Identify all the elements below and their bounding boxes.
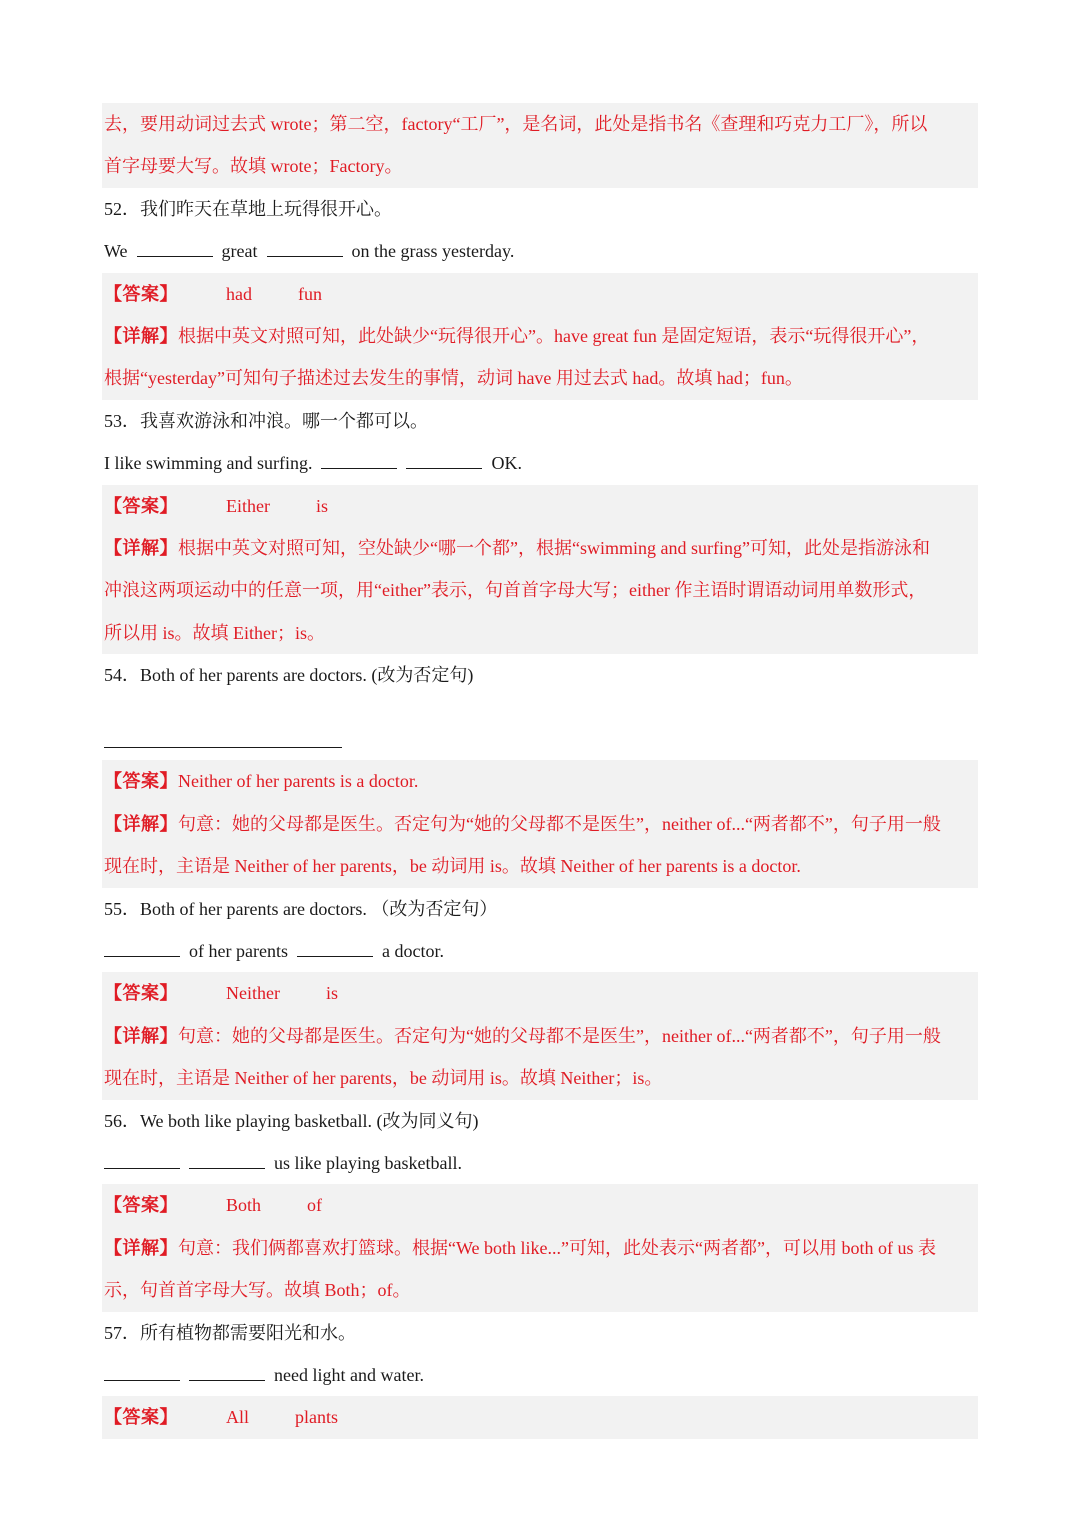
question-54-prompt: 54．Both of her parents are doctors. (改为否定句) <box>104 665 474 686</box>
q54-answer-text: Neither of her parents is a doctor. <box>178 771 419 792</box>
answer-tag: 【答案】 <box>104 1195 178 1216</box>
q53-blank-2 <box>406 454 482 469</box>
q53-blank-1 <box>321 454 397 469</box>
question-56-answer <box>102 1184 978 1226</box>
q52-text-2: great <box>221 241 258 262</box>
question-56-detail-1 <box>102 1227 978 1269</box>
answer-tag: 【答案】 <box>104 983 178 1004</box>
q52-detail-text-1: 根据中英文对照可知，此处缺少“玩得很开心”。have great fun 是固定短语，表示“玩得很开心”， <box>178 325 930 346</box>
worksheet-page <box>102 103 978 1439</box>
answer-tag: 【答案】 <box>104 1407 178 1428</box>
question-52-detail-1 <box>102 315 978 357</box>
question-54-detail-2: 现在时，主语是 Neither of her parents，be 动词用 is。故填 Neither of her parents is a doctor. <box>102 845 978 887</box>
question-54-answer-line <box>102 696 978 760</box>
detail-tag: 【详解】 <box>104 537 178 558</box>
question-53-answer <box>102 485 978 527</box>
q52-text-1: We <box>104 241 128 262</box>
question-52-prompt: 52．我们昨天在草地上玩得很开心。 <box>104 198 392 219</box>
q56-answer-2: of <box>307 1195 323 1216</box>
question-57-answer <box>102 1396 978 1438</box>
question-52-sentence <box>102 230 978 272</box>
question-56-sentence <box>102 1142 978 1184</box>
answer-tag: 【答案】 <box>104 495 178 516</box>
question-55-sentence <box>102 930 978 972</box>
q52-answer-2: fun <box>298 283 322 304</box>
q56-text-1: us like playing basketball. <box>274 1152 462 1173</box>
q57-blank-1 <box>104 1366 180 1381</box>
question-56-detail-2: 示，句首首字母大写。故填 Both；of。 <box>102 1269 978 1311</box>
q53-text-1: I like swimming and surfing. <box>104 453 313 474</box>
q52-text-3: on the grass yesterday. <box>351 241 515 262</box>
q57-answer-1: All <box>226 1407 250 1428</box>
q56-answer-1: Both <box>226 1195 262 1216</box>
question-52-answer <box>102 273 978 315</box>
q55-answer-2: is <box>325 983 338 1004</box>
question-55-detail-2: 现在时，主语是 Neither of her parents，be 动词用 is。故填 Neither；is。 <box>102 1057 978 1099</box>
q55-answer-1: Neither <box>226 983 280 1004</box>
detail-tag: 【详解】 <box>104 1025 178 1046</box>
question-55-answer <box>102 972 978 1014</box>
question-53-detail-3: 所以用 is。故填 Either；is。 <box>102 612 978 654</box>
question-56-prompt: 56．We both like playing basketball. (改为同义句) <box>104 1110 479 1131</box>
question-55-prompt: 55．Both of her parents are doctors. （改为否定句） <box>104 898 498 919</box>
q53-answer-2: is <box>315 495 328 516</box>
question-55-detail-1 <box>102 1015 978 1057</box>
answer-tag: 【答案】 <box>104 771 178 792</box>
q53-text-2: OK. <box>491 453 522 474</box>
question-52-detail-2: 根据“yesterday”可知句子描述过去发生的事情，动词 have 用过去式 had。故填 had；fun。 <box>102 357 978 399</box>
detail-tag: 【详解】 <box>104 813 178 834</box>
q53-answer-1: Either <box>226 495 270 516</box>
q56-detail-text-1: 句意：我们俩都喜欢打篮球。根据“We both like...”可知，此处表示“两者都”，可以用 both of us 表 <box>178 1237 936 1258</box>
q52-answer-1: had <box>226 283 252 304</box>
question-53-sentence <box>102 442 978 484</box>
q55-blank-2 <box>297 942 373 957</box>
q56-blank-2 <box>189 1154 265 1169</box>
prev-detail-line-1: 去，要用动词过去式 wrote；第二空，factory“工厂”，是名词，此处是指书名《查理和巧克力工厂》，所以 <box>102 103 978 145</box>
q55-detail-text-1: 句意：她的父母都是医生。否定句为“她的父母都不是医生”，neither of...“两者都不”，句子用一般 <box>178 1025 941 1046</box>
question-53-detail-1 <box>102 527 978 569</box>
prev-detail-line-2: 首字母要大写。故填 wrote；Factory。 <box>102 145 978 187</box>
q54-detail-text-1: 句意：她的父母都是医生。否定句为“她的父母都不是医生”，neither of...“两者都不”，句子用一般 <box>178 813 941 834</box>
question-54-detail-1 <box>102 803 978 845</box>
answer-tag: 【答案】 <box>104 283 178 304</box>
q55-text-2: a doctor. <box>381 941 444 962</box>
detail-tag: 【详解】 <box>104 325 178 346</box>
question-57-prompt: 57．所有植物都需要阳光和水。 <box>104 1322 356 1343</box>
q52-blank-1 <box>137 242 213 257</box>
q54-blank <box>104 733 342 748</box>
question-57-sentence <box>102 1354 978 1396</box>
q55-text-1: of her parents <box>189 941 288 962</box>
q56-blank-1 <box>104 1154 180 1169</box>
q52-blank-2 <box>267 242 343 257</box>
q57-blank-2 <box>189 1366 265 1381</box>
q57-answer-2: plants <box>295 1407 339 1428</box>
q53-detail-text-1: 根据中英文对照可知，空处缺少“哪一个都”，根据“swimming and surfing”可知，此处是指游泳和 <box>178 537 930 558</box>
question-53-prompt: 53．我喜欢游泳和冲浪。哪一个都可以。 <box>104 410 428 431</box>
question-54-answer <box>102 760 978 802</box>
q55-blank-1 <box>104 942 180 957</box>
detail-tag: 【详解】 <box>104 1237 178 1258</box>
question-53-detail-2: 冲浪这两项运动中的任意一项，用“either”表示，句首首字母大写；either 作主语时谓语动词用单数形式， <box>102 569 978 611</box>
q57-text-1: need light and water. <box>274 1364 424 1385</box>
